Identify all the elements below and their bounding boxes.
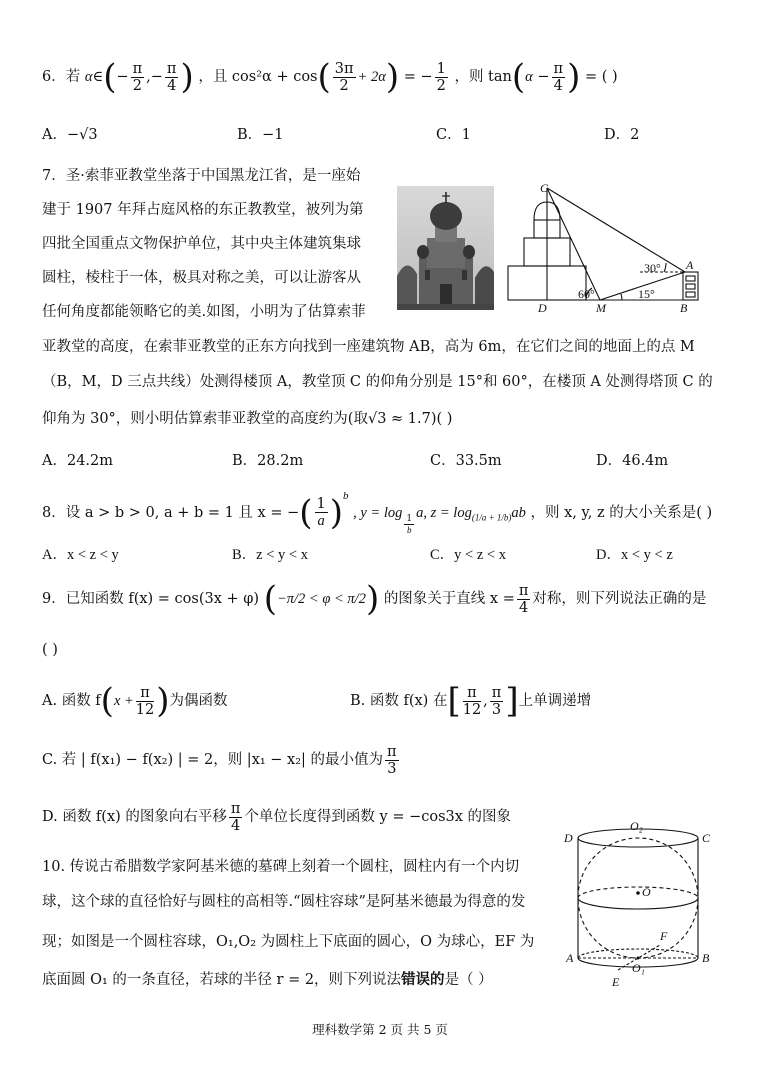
q6-int-b-n: π bbox=[166, 60, 177, 77]
q8-y-base-n: 1 bbox=[406, 513, 413, 524]
q6-option-d: D．2 bbox=[604, 127, 640, 143]
q8-option-a: A．x < z < y bbox=[42, 547, 119, 563]
label-c: C bbox=[540, 181, 549, 195]
q9-a-n: π bbox=[136, 685, 154, 702]
label-m: M bbox=[596, 301, 606, 315]
q9-stem-b: 的图象关于直线 x = bbox=[383, 591, 515, 607]
q6-eq: = bbox=[403, 69, 416, 85]
q7-wide-line-3: 仰角为 30°，则小明估算索菲亚教堂的高度约为(取√3 ≈ 1.7)( ) bbox=[42, 411, 453, 427]
q9-stem-c: 对称，则下列说法正确的是 bbox=[532, 591, 707, 607]
q9-b-n2: π bbox=[491, 684, 502, 701]
q8-x-exp: b bbox=[343, 490, 349, 502]
q9-a-post: 为偶函数 bbox=[169, 693, 228, 709]
q9-a-pre: A. 函数 f bbox=[42, 693, 101, 709]
q9-line-n: π bbox=[518, 582, 529, 599]
q9-option-d bbox=[42, 794, 511, 840]
q7-line-3: 四批全国重点文物保护单位，其中央主体建筑集球 bbox=[42, 236, 361, 252]
q6-num: 6．若 bbox=[42, 69, 81, 85]
q10-last-bold: 错误的 bbox=[401, 971, 445, 988]
q6-tan-d: 4 bbox=[553, 77, 563, 94]
q9-paren: ( ) bbox=[42, 642, 58, 658]
cyl-label-a: A bbox=[566, 951, 574, 965]
q6-int-a-n: π bbox=[132, 60, 143, 77]
cyl-label-f: F bbox=[660, 929, 668, 943]
q6-alpha-in: α∈ bbox=[84, 69, 104, 85]
q7-wide-line-2: （B，M，D 三点共线）处测得楼顶 A，教堂顶 C 的仰角分别是 15°和 60°，在楼顶 A 处测得塔顶 C 的 bbox=[42, 374, 713, 390]
q6-tail: = ( ) bbox=[584, 69, 618, 85]
q7-option-a: A．24.2m bbox=[42, 453, 114, 469]
q9-a-d: 12 bbox=[135, 701, 155, 718]
q6-int-b-d: 4 bbox=[167, 77, 177, 94]
q8-option-c: C．y < z < x bbox=[430, 547, 506, 563]
q7-line-1: 7．圣·索菲亚教堂坐落于中国黑龙江省，是一座始 bbox=[42, 168, 361, 184]
q7-option-d: D．46.4m bbox=[596, 453, 669, 469]
q8-z-arg: ab bbox=[511, 504, 526, 521]
q9-stem: 9．已知函数 f(x) = cos(3x + φ) (−π/2 < φ < π/2) 的图象关于直线 x = $\frac{\pi}{4}$ 对称，则下列说法正确的是 bbox=[42, 579, 707, 619]
q10-line-2: 球，这个球的直径恰好与圆柱的高相等.“圆柱容球”是阿基米德最为得意的发 bbox=[42, 894, 526, 910]
q9-d-d: 4 bbox=[231, 817, 241, 834]
q7-geometry-figure bbox=[500, 180, 710, 315]
q6-rhs-n: 1 bbox=[436, 60, 446, 77]
q10-last-post: 是（ ） bbox=[444, 972, 493, 988]
q6-option-b: B．−1 bbox=[237, 127, 284, 143]
church-photo bbox=[397, 186, 494, 310]
q8-stem: 8．设 a > b > 0, a + b = 1 且 x = −( $\frac{1}{a}$ )$^b$ , y = log $_{\frac{1}{b}}$ a, $z = \log_{(1/a + 1/b)}ab$ ，则 x, y, z 的大小关系是( ) bbox=[42, 490, 713, 535]
q8-pre: 8．设 a > b > 0, a + b = 1 且 x = − bbox=[42, 504, 300, 521]
q8-option-d: D．x < y < z bbox=[596, 547, 673, 563]
q6-then: ，则 tan bbox=[454, 69, 512, 85]
cyl-label-o2: O₂ bbox=[630, 820, 643, 833]
cyl-label-c: C bbox=[702, 831, 711, 845]
q6-arg-d: 2 bbox=[339, 77, 349, 94]
q8-x-n: 1 bbox=[316, 496, 326, 513]
q9-c-pre: C. 若 | f(x₁) − f(x₂) | = 2，则 |x₁ − x₂| 的最小值为 bbox=[42, 752, 384, 768]
q6-option-a: A．−√3 bbox=[42, 127, 98, 143]
q6-stem: 6．若 α∈(− $\frac{\pi}{2}$ ,− $\frac{\pi}{4}$ ) ，且 cos²α + cos( $\frac{3\pi}{2}$ + 2α) = − $\frac{1}{2}$ ，则 tan(α − $\frac{\pi}{4}$ ) = ( ) bbox=[42, 57, 618, 97]
q8-option-b: B．z < y < x bbox=[232, 547, 308, 563]
q10-cylinder-figure bbox=[560, 820, 720, 990]
q6-rhs-d: 2 bbox=[436, 77, 446, 94]
q10-line-3: 现；如图是一个圆柱容球，O₁,O₂ 为圆柱上下底面的圆心，O 为球心，EF 为 bbox=[42, 934, 535, 950]
q6-int-a-d: 2 bbox=[132, 77, 142, 94]
q7-line-4: 圆柱，棱柱于一体，极具对称之美，可以让游客从 bbox=[42, 270, 361, 286]
q8-post: ，则 x, y, z 的大小关系是( ) bbox=[530, 504, 713, 521]
q8-y-part: , y = log bbox=[353, 504, 403, 521]
q9-b-d2: 3 bbox=[491, 701, 502, 718]
q6-option-c: C．1 bbox=[436, 127, 471, 143]
cyl-label-o: O bbox=[642, 885, 651, 899]
cyl-label-d: D bbox=[564, 831, 573, 845]
q8-x-d: a bbox=[317, 513, 325, 530]
cyl-label-o1: O₁ bbox=[632, 961, 645, 975]
q9-option-c bbox=[42, 737, 401, 783]
q7-line-5: 任何角度都能领略它的美.如图，小明为了估算索菲 bbox=[42, 304, 366, 320]
label-15: 15° bbox=[638, 287, 655, 301]
q9-b-pre: B. 函数 f(x) 在 bbox=[350, 693, 448, 709]
q10-line-4 bbox=[42, 968, 493, 989]
cyl-label-b: B bbox=[702, 951, 710, 965]
cyl-label-e: E bbox=[612, 975, 620, 989]
q6-arg-tail: + 2α bbox=[357, 69, 386, 85]
q10-last-pre: 底面圆 O₁ 的一条直径，若球的半径 r = 2，则下列说法 bbox=[42, 972, 402, 988]
q8-y-arg: a, z = log bbox=[416, 504, 472, 521]
q7-option-b: B．28.2m bbox=[232, 453, 304, 469]
q9-b-d1: 12 bbox=[462, 701, 482, 718]
label-d: D bbox=[538, 301, 547, 315]
q9-b-post: 上单调递增 bbox=[518, 693, 592, 709]
q9-line-d: 4 bbox=[519, 599, 529, 616]
q9-a-arg: x + bbox=[113, 693, 134, 709]
q9-d-n: π bbox=[230, 800, 241, 817]
label-30: 30° bbox=[644, 261, 661, 275]
q9-d-pre: D. 函数 f(x) 的图象向右平移 bbox=[42, 809, 227, 825]
q6-arg-n: 3π bbox=[334, 60, 354, 77]
q7-wide-line-1: 亚教堂的高度，在索菲亚教堂的正东方向找到一座建筑物 AB，高为 6m，在它们之间的地面上的点 M bbox=[42, 339, 695, 355]
q9-d-post: 个单位长度得到函数 y = −cos3x 的图象 bbox=[244, 809, 512, 825]
q10-line-1: 10. 传说古希腊数学家阿基米德的墓碑上刻着一个圆柱，圆柱内有一个内切 bbox=[42, 859, 520, 875]
page-footer: 理科数学第 2 页 共 5 页 bbox=[312, 1022, 448, 1037]
q9-c-d: 3 bbox=[387, 760, 397, 777]
label-b: B bbox=[680, 301, 688, 315]
q9-option-b: B. 函数 f(x) 在[ $\frac{\pi}{12}$ , $\frac{\pi}{3}$ ]上单调递增 bbox=[350, 681, 592, 721]
q9-c-n: π bbox=[387, 743, 397, 760]
label-60: 60° bbox=[578, 287, 595, 301]
q7-option-c: C．33.5m bbox=[430, 453, 502, 469]
q7-line-2: 建于 1907 年拜占庭风格的东正教教堂，被列为第 bbox=[42, 202, 364, 218]
q8-y-base-d: b bbox=[406, 524, 412, 535]
q9-b-n1: π bbox=[463, 685, 481, 702]
q9-option-a: A. 函数 f(x + $\frac{\pi}{12}$ )为偶函数 bbox=[42, 681, 228, 721]
label-a: A bbox=[686, 258, 694, 272]
q8-z-base: (1/a + 1/b) bbox=[471, 512, 512, 523]
q9-stem-a: 9．已知函数 f(x) = cos(3x + φ) bbox=[42, 591, 260, 607]
q6-cond: ，且 cos²α + cos bbox=[198, 69, 318, 85]
q6-tan-n: π bbox=[553, 60, 564, 77]
q9-range: −π/2 < φ < π/2 bbox=[276, 591, 366, 607]
